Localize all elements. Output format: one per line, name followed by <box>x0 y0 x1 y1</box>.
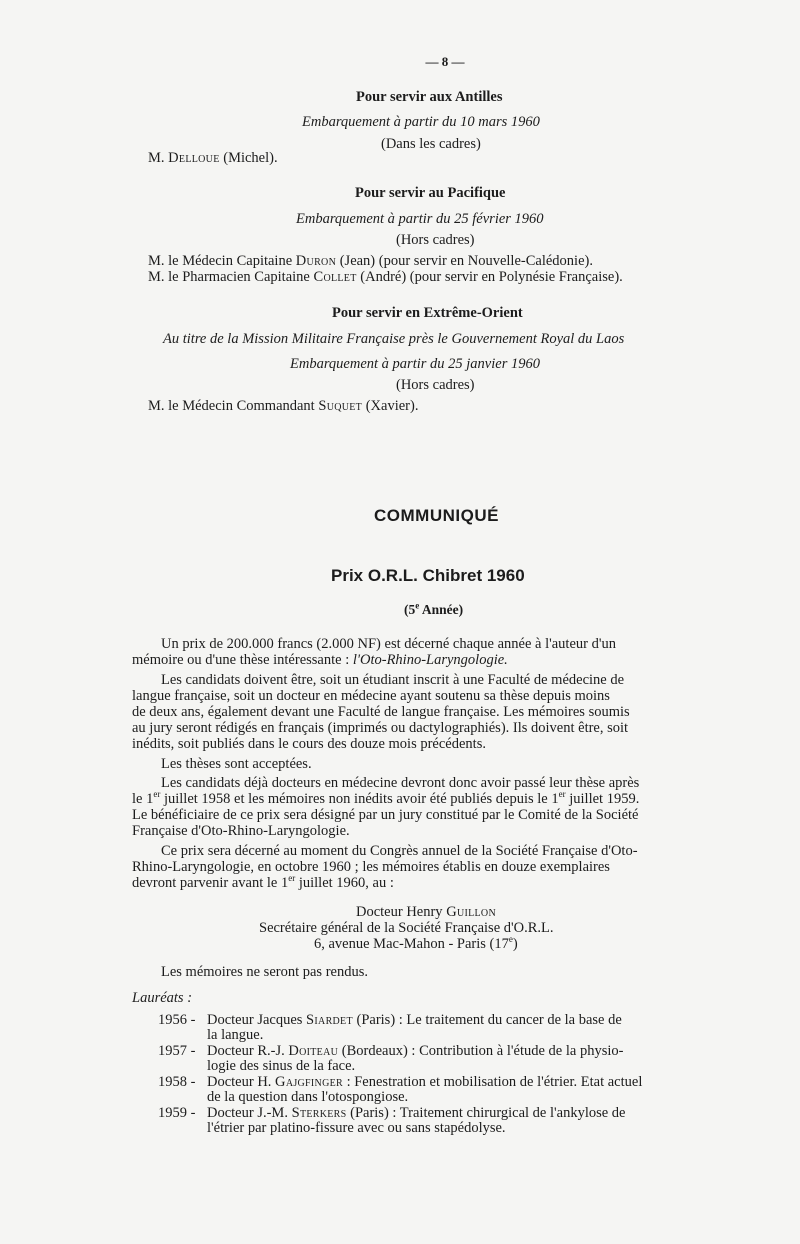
laureate-year: 1959 - <box>158 1105 196 1121</box>
pacifique-person-2 <box>148 269 623 286</box>
edition-sup: e <box>415 600 420 611</box>
person-rest: (André) (pour servir en Polynésie Française). <box>360 269 623 285</box>
edition-label: Année) <box>421 602 464 617</box>
laureate-line2: l'étrier par platino-fissure avec ou sans stapédolyse. <box>207 1120 506 1136</box>
para1-topic: l'Oto-Rhino-Laryngologie. <box>352 652 508 668</box>
person-first: (Michel). <box>223 150 278 166</box>
laureate-year: 1956 - <box>158 1012 196 1028</box>
person-rest: (Xavier). <box>365 398 419 414</box>
text: Docteur Jacques <box>207 1012 303 1028</box>
para2-line1: Les candidats doivent être, soit un étudiant inscrit à une Faculté de médecine de <box>161 672 625 688</box>
laureate-line2: la langue. <box>207 1027 264 1043</box>
para4-line1: Les candidats déjà docteurs en médecine devront donc avoir passé leur thèse après <box>161 775 640 791</box>
address-line1 <box>356 904 496 921</box>
person-name: Sterkers <box>291 1105 347 1121</box>
pacifique-cadres: (Hors cadres) <box>396 232 475 248</box>
para5-line3 <box>132 875 394 892</box>
para1-text: mémoire ou d'une thèse intéressante : <box>132 652 350 668</box>
para2-line5: inédits, soit publiés dans le cours des douze mois précédents. <box>132 736 486 752</box>
extreme-orient-embark: Embarquement à partir du 25 janvier 1960 <box>290 356 540 372</box>
para2-line3: de deux ans, également devant une Faculté de langue française. Les mémoires soumis <box>132 704 630 720</box>
person-name: Delloue <box>168 150 220 166</box>
sup: er <box>288 873 296 884</box>
person-name: Duron <box>295 253 337 269</box>
extreme-orient-cadres: (Hors cadres) <box>396 377 475 393</box>
antilles-cadres: (Dans les cadres) <box>381 136 481 152</box>
sup: e <box>508 934 513 945</box>
laureate-line2: de la question dans l'otospongiose. <box>207 1089 409 1105</box>
person-name: Doiteau <box>288 1043 339 1059</box>
pacifique-person-1 <box>148 253 593 270</box>
address-line3 <box>314 936 518 953</box>
person-name: Gajgfinger <box>275 1074 343 1090</box>
text: Docteur H. <box>207 1074 272 1090</box>
heading-pacifique: Pour servir au Pacifique <box>355 185 506 201</box>
page-number: — 8 — <box>425 54 465 69</box>
prize-title: Prix O.R.L. Chibret 1960 <box>331 566 525 585</box>
person-name: Siardet <box>306 1012 353 1028</box>
person-prefix: M. <box>148 150 165 166</box>
text: ) <box>512 936 518 952</box>
para2-line2: langue française, soit un docteur en médecine ayant soutenu sa thèse depuis moins <box>132 688 610 704</box>
extreme-orient-mission: Au titre de la Mission Militaire Française près le Gouvernement Royal du Laos <box>163 331 625 347</box>
sup: er <box>153 789 161 800</box>
laureate-year: 1957 - <box>158 1043 196 1059</box>
para1-line1: Un prix de 200.000 francs (2.000 NF) est décerné chaque année à l'auteur d'un <box>161 636 616 652</box>
para5-line2: Rhino-Laryngologie, en octobre 1960 ; les mémoires établis en douze exemplaires <box>132 859 610 875</box>
text: Docteur J.-M. <box>207 1105 288 1121</box>
sup: er <box>558 789 566 800</box>
text: (Paris) : Traitement chirurgical de l'ankylose de <box>350 1105 626 1121</box>
text: le 1 <box>132 791 154 807</box>
person-prefix: M. le Pharmacien Capitaine <box>148 269 310 285</box>
person-rest: (Jean) (pour servir en Nouvelle-Calédonie). <box>339 253 593 269</box>
communique-title: COMMUNIQUÉ <box>374 506 499 525</box>
pacifique-embark: Embarquement à partir du 25 février 1960 <box>296 211 544 227</box>
laureate-year: 1958 - <box>158 1074 196 1090</box>
para6: Les mémoires ne seront pas rendus. <box>161 964 368 980</box>
text: devront parvenir avant le 1 <box>132 875 289 891</box>
antilles-person <box>148 150 278 167</box>
person-prefix: M. le Médecin Capitaine <box>148 253 293 269</box>
text: (Paris) : Le traitement du cancer de la base de <box>356 1012 622 1028</box>
text: 6, avenue Mac-Mahon - Paris (17 <box>314 936 509 952</box>
text: juillet 1958 et les mémoires non inédits avoir été publiés depuis le 1 <box>160 791 559 807</box>
para1-line2 <box>132 652 508 669</box>
para5-line1: Ce prix sera décerné au moment du Congrès annuel de la Société Française d'Oto- <box>161 843 638 859</box>
person-prefix: M. le Médecin Commandant <box>148 398 315 414</box>
text: : Fenestration et mobilisation de l'étrier. Etat actuel <box>346 1074 643 1090</box>
address-line2: Secrétaire général de la Société Française d'O.R.L. <box>259 920 554 936</box>
person-name: Suquet <box>318 398 363 414</box>
text: juillet 1959. <box>565 791 640 807</box>
antilles-embark: Embarquement à partir du 10 mars 1960 <box>302 114 540 130</box>
person-name: Collet <box>313 269 357 285</box>
person-name: Guillon <box>446 904 496 920</box>
heading-antilles: Pour servir aux Antilles <box>356 89 503 105</box>
extreme-orient-person <box>148 398 418 415</box>
para4-line4: Française d'Oto-Rhino-Laryngologie. <box>132 823 350 839</box>
text: (Bordeaux) : Contribution à l'étude de la physio- <box>341 1043 624 1059</box>
text: Docteur R.-J. <box>207 1043 285 1059</box>
para3: Les thèses sont acceptées. <box>161 756 312 772</box>
para4-line3: Le bénéficiaire de ce prix sera désigné par un jury constitué par le Comité de la Société <box>132 807 639 823</box>
para4-line2 <box>132 791 639 808</box>
prize-edition <box>404 601 463 618</box>
edition-number: (5 <box>404 602 416 617</box>
para2-line4: au jury seront rédigés en français (imprimés ou dactylographiés). Ils doivent être, soit <box>132 720 629 736</box>
heading-extreme-orient: Pour servir en Extrême-Orient <box>332 305 523 321</box>
laureates-label: Lauréats : <box>132 990 193 1006</box>
text: Docteur Henry <box>356 904 443 920</box>
text: juillet 1960, au : <box>295 875 394 891</box>
laureate-line2: logie des sinus de la face. <box>207 1058 356 1074</box>
